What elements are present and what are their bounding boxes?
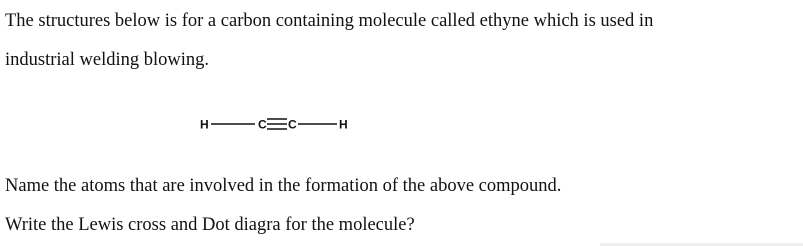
ethyne-structural-formula	[200, 112, 400, 136]
atom-c-left: C	[258, 117, 267, 132]
question-prompt-2: Write the Lewis cross and Dot diagra for the molecule?	[5, 215, 415, 235]
atom-h-left: H	[200, 117, 209, 132]
question-intro-line-2: industrial welding blowing.	[5, 50, 209, 70]
question-intro-line-1: The structures below is for a carbon containing molecule called ethyne which is used in	[5, 11, 654, 31]
atom-c-right: C	[288, 117, 297, 132]
atom-h-right: H	[339, 117, 348, 132]
question-prompt-1: Name the atoms that are involved in the formation of the above compound.	[5, 176, 562, 196]
triple-bond	[267, 119, 287, 129]
